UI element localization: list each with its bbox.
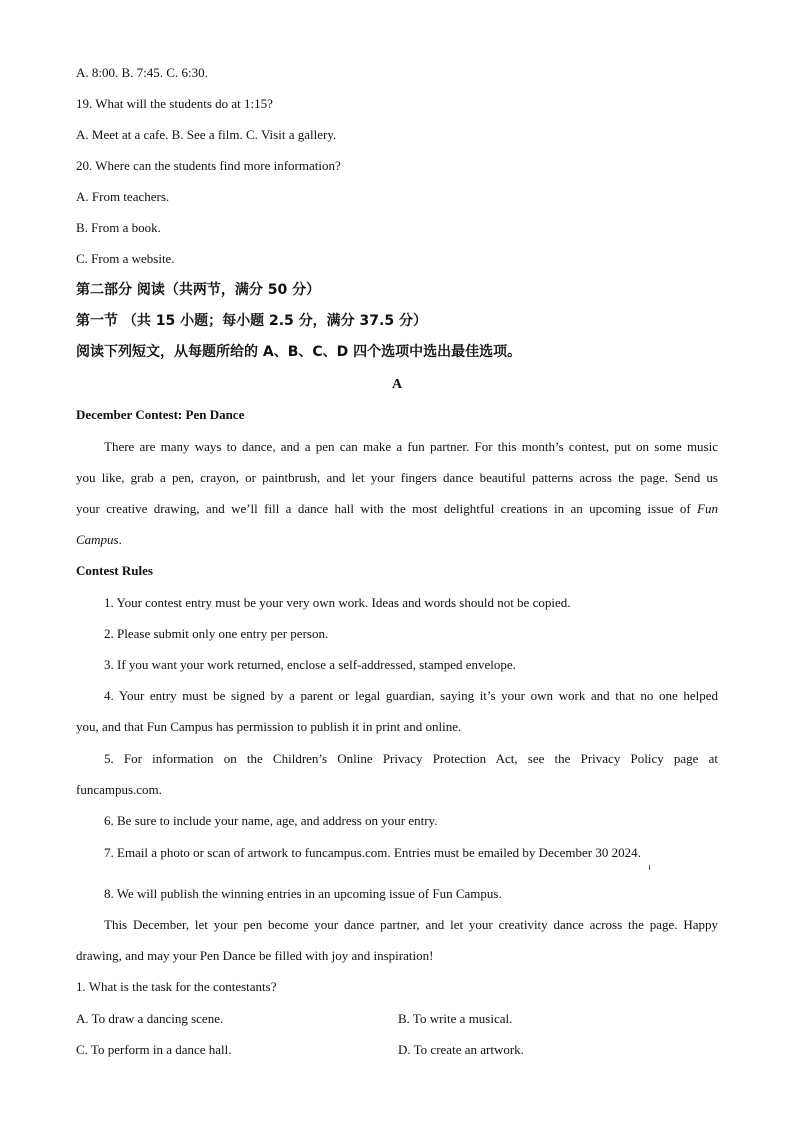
q20-option-a: A. From teachers. <box>76 189 170 204</box>
passage-letter: A <box>391 377 403 392</box>
intro-line-3-text: your creative drawing, and we’ll fill a dance hall with the most delightful creations in an upcoming issue of <box>76 501 698 516</box>
reading-part-heading: 第二部分 阅读（共两节，满分 50 分） <box>76 282 321 298</box>
intro-line-2: you like, grab a pen, crayon, or paintbrush, and let your fingers dance beautiful patterns across the page. Send us <box>76 470 718 485</box>
rule-2: 2. Please submit only one entry per person. <box>104 626 329 641</box>
intro-line-4-end: . <box>118 532 122 547</box>
reading-instruction: 阅读下列短文，从每题所给的 A、B、C、D 四个选项中选出最佳选项。 <box>76 344 522 360</box>
question-1-option-c: C. To perform in a dance hall. <box>76 1042 232 1057</box>
stray-mark <box>649 865 650 870</box>
question-1-stem: 1. What is the task for the contestants? <box>76 979 277 994</box>
question-1-option-a: A. To draw a dancing scene. <box>76 1011 224 1026</box>
passage-title: December Contest: Pen Dance <box>76 407 245 422</box>
intro-line-3 <box>76 501 718 517</box>
question-1-option-d: D. To create an artwork. <box>398 1042 524 1057</box>
q19-options: A. Meet at a cafe. B. See a film. C. Visit a gallery. <box>76 127 337 142</box>
rule-5-line-1: 5. For information on the Children’s Online Privacy Protection Act, see the Privacy Policy page at <box>104 751 718 766</box>
question-1-option-b: B. To write a musical. <box>398 1011 513 1026</box>
magazine-name-part2: Campus <box>76 532 119 547</box>
q19-stem: 19. What will the students do at 1:15? <box>76 96 273 111</box>
rule-7: 7. Email a photo or scan of artwork to funcampus.com. Entries must be emailed by December 30 2024. <box>104 845 641 860</box>
rules-heading: Contest Rules <box>76 563 153 578</box>
rule-3: 3. If you want your work returned, enclose a self-addressed, stamped envelope. <box>104 657 516 672</box>
q20-stem: 20. Where can the students find more information? <box>76 158 341 173</box>
rule-5-line-2: funcampus.com. <box>76 782 162 797</box>
closing-line-2: drawing, and may your Pen Dance be filled with joy and inspiration! <box>76 948 434 963</box>
q20-option-c: C. From a website. <box>76 251 175 266</box>
rule-8: 8. We will publish the winning entries in an upcoming issue of Fun Campus. <box>104 886 502 901</box>
rule-1: 1. Your contest entry must be your very own work. Ideas and words should not be copied. <box>104 595 571 610</box>
q18-options: A. 8:00. B. 7:45. C. 6:30. <box>76 65 208 80</box>
intro-line-1: There are many ways to dance, and a pen can make a fun partner. For this month’s contest, put on some music <box>104 439 718 454</box>
q20-option-b: B. From a book. <box>76 220 161 235</box>
rule-6: 6. Be sure to include your name, age, and address on your entry. <box>104 813 438 828</box>
rule-4-line-1: 4. Your entry must be signed by a parent or legal guardian, saying it’s your own work and that no one helped <box>104 688 718 703</box>
intro-line-4 <box>76 532 718 548</box>
reading-section-heading: 第一节 （共 15 小题；每小题 2.5 分，满分 37.5 分） <box>76 313 427 329</box>
magazine-name-part1: Fun <box>697 501 718 516</box>
closing-line-1: This December, let your pen become your dance partner, and let your creativity dance across the page. Happy <box>104 917 718 932</box>
rule-4-line-2: you, and that Fun Campus has permission to publish it in print and online. <box>76 719 462 734</box>
